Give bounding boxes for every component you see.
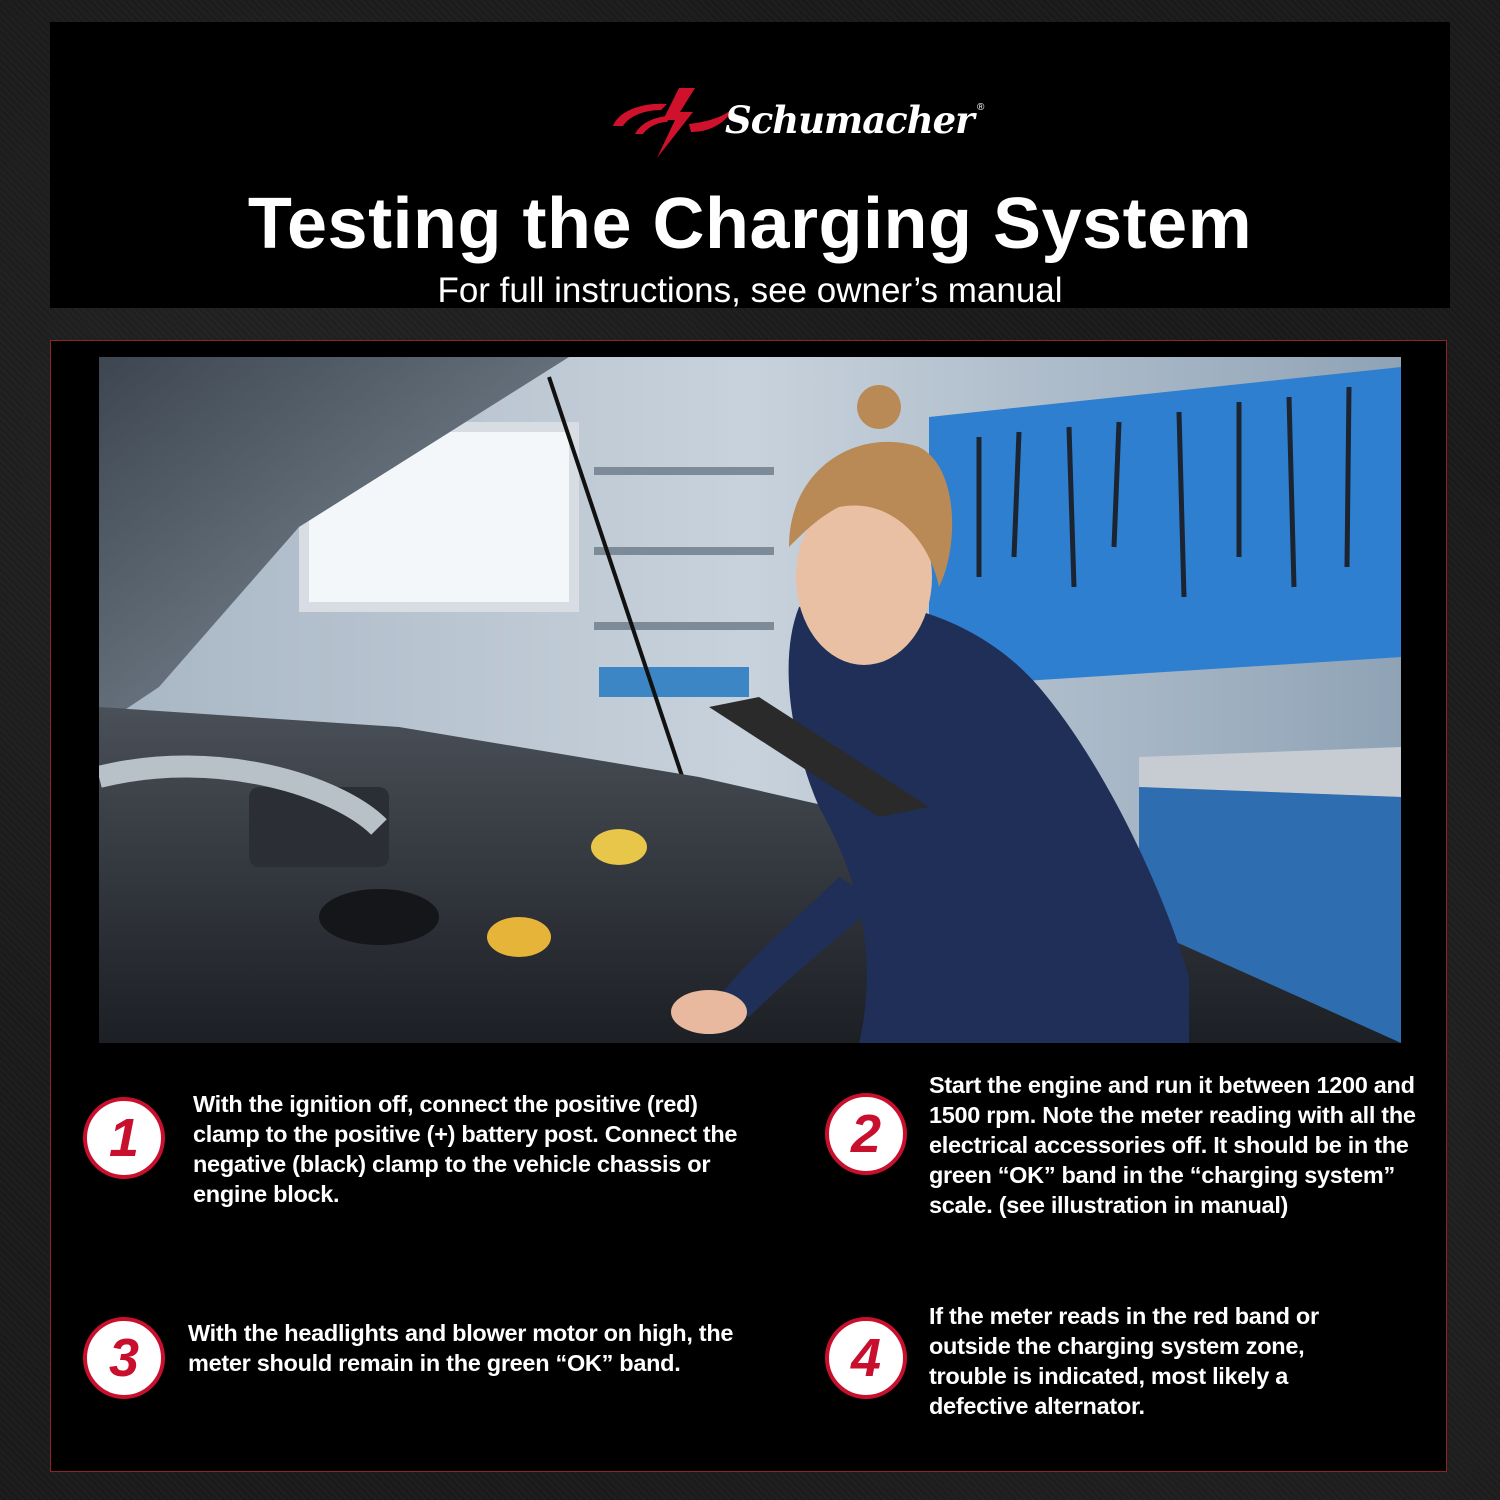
step-text: If the meter reads in the red band or outside the charging system zone, trouble is indicated, most likely a defective alternator.	[929, 1303, 1319, 1419]
step-text: Start the engine and run it between 1200 and 1500 rpm. Note the meter reading with all the electrical accessories off. It should be in the green “OK” band in the “charging system” scale. (see illustration in manual)	[929, 1072, 1416, 1218]
step-number: 4	[850, 1328, 882, 1388]
step-number: 3	[108, 1328, 140, 1388]
step-number-badge	[825, 1093, 907, 1175]
step-number-badge	[83, 1097, 165, 1179]
step-text: With the ignition off, connect the positive (red) clamp to the positive (+) battery post. Connect the negative (black) clamp to the vehicle chassis or engine block.	[193, 1091, 738, 1207]
instructions-panel	[50, 340, 1447, 1472]
step-text: With the headlights and blower motor on high, the meter should remain in the green “OK” band.	[188, 1320, 734, 1376]
step-number-badge	[825, 1317, 907, 1399]
mechanic-photo-illustration	[99, 357, 1401, 1043]
schumacher-logo	[605, 82, 995, 162]
lightning-swoosh-icon	[605, 82, 735, 162]
mechanic-photo	[99, 357, 1401, 1043]
step-number: 1	[108, 1108, 140, 1168]
page-title: Testing the Charging System	[247, 184, 1253, 264]
page-subtitle: For full instructions, see owner’s manual	[437, 271, 1063, 310]
registered-mark: ®	[977, 102, 985, 113]
step-number: 2	[850, 1104, 882, 1164]
header-banner	[50, 22, 1450, 308]
step-number-badge	[83, 1317, 165, 1399]
logo-wordmark: Schumacher	[725, 98, 974, 142]
